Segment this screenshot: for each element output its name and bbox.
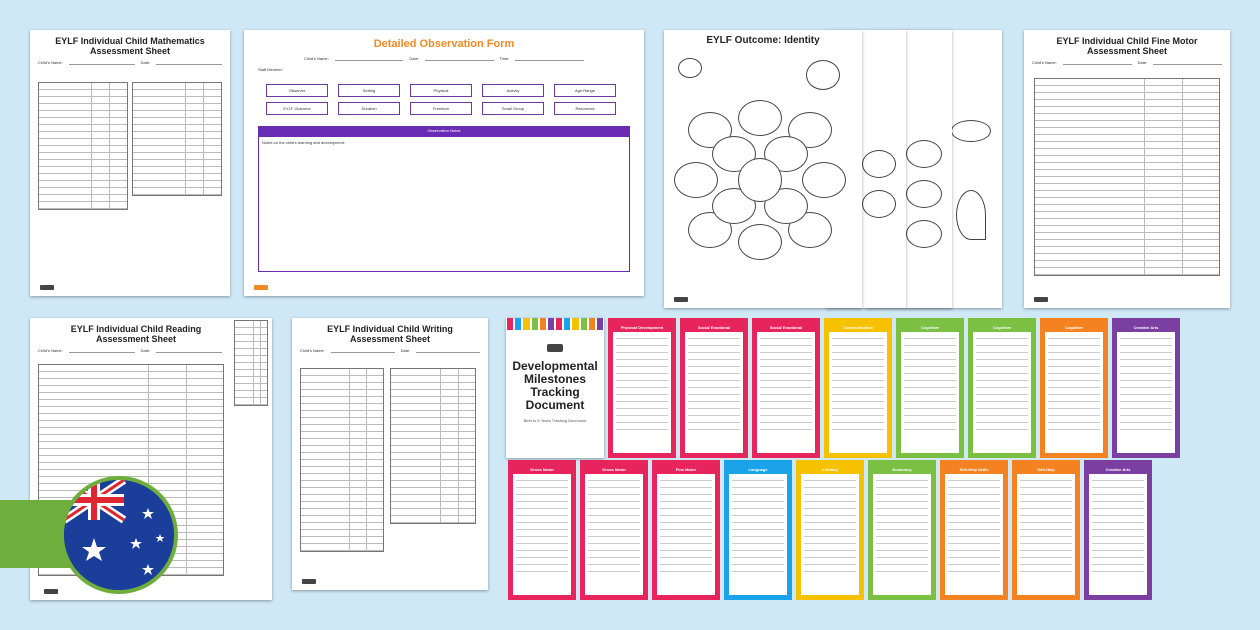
tracking-subtitle: Birth to 5 Years Tracking Document <box>523 418 587 423</box>
observation-tag: Physical <box>410 84 472 97</box>
grid-row <box>301 481 383 488</box>
grid-row <box>1035 149 1219 156</box>
milestone-card-header: Gross Motor <box>585 465 643 474</box>
milestone-card <box>796 460 864 600</box>
petal-shape <box>738 100 782 136</box>
stripe <box>564 318 570 330</box>
observation-tag: EYLF Outcome <box>266 102 328 115</box>
grid-row <box>39 83 127 90</box>
stripe <box>589 318 595 330</box>
assessment-grid-right <box>132 82 222 196</box>
grid-row <box>39 111 127 118</box>
grid-row <box>1035 114 1219 121</box>
grid-row <box>391 481 475 488</box>
observation-tag: Age Range <box>554 84 616 97</box>
grid-row <box>301 418 383 425</box>
milestone-card-header: Fine Motor <box>657 465 715 474</box>
brand-logo-icon <box>40 285 54 290</box>
stripe <box>572 318 578 330</box>
milestone-card <box>1012 460 1080 600</box>
grid-row <box>39 146 127 153</box>
brand-logo-icon <box>254 285 268 290</box>
milestone-card <box>896 318 964 458</box>
assessment-grid-right <box>390 368 476 524</box>
milestone-card-header: Creative Arts <box>1089 465 1147 474</box>
milestone-card <box>680 318 748 458</box>
grid-row <box>1035 184 1219 191</box>
grid-row <box>133 167 221 174</box>
milestone-card-header: Social Emotional <box>685 323 743 332</box>
grid-row <box>301 502 383 509</box>
stripe <box>523 318 529 330</box>
grid-row <box>301 544 383 551</box>
grid-row <box>301 390 383 397</box>
grid-row <box>133 125 221 132</box>
sheet-title: Detailed Observation Form <box>373 38 515 50</box>
stripe <box>556 318 562 330</box>
milestone-card <box>824 318 892 458</box>
field-label: Child's Name: <box>300 348 325 353</box>
grid-row <box>391 439 475 446</box>
grid-row <box>1035 163 1219 170</box>
bee-icon <box>678 58 702 78</box>
field-row <box>244 50 644 67</box>
grid-row <box>39 97 127 104</box>
grid-row <box>39 400 223 407</box>
grid-row <box>133 132 221 139</box>
milestone-card <box>580 460 648 600</box>
milestone-card <box>752 318 820 458</box>
milestone-card-header: Self-Help Skills <box>945 465 1003 474</box>
assessment-grid-left <box>38 82 128 210</box>
grid-row <box>39 188 127 195</box>
grid-row <box>39 470 223 477</box>
milestone-card-header: Numeracy <box>873 465 931 474</box>
grid-row <box>39 139 127 146</box>
assessment-grid-left <box>300 368 384 552</box>
milestone-card-header: Self-Help <box>1017 465 1075 474</box>
tracking-title-card <box>506 318 604 458</box>
sheet-title: EYLF Individual Child Writing Assessment Sheet <box>327 324 453 344</box>
grid-row <box>133 111 221 118</box>
grid-row <box>39 202 127 209</box>
milestone-card-header: Literacy <box>801 465 859 474</box>
milestone-card <box>608 318 676 458</box>
grid-row <box>1035 86 1219 93</box>
grid-row <box>39 167 127 174</box>
brand-logo-icon <box>547 344 563 352</box>
brand-logo-icon <box>1034 297 1048 302</box>
petal-shape <box>906 140 942 168</box>
grid-row <box>39 386 223 393</box>
fine-motor-assessment-sheet <box>1024 30 1230 308</box>
field-label: Staff Member: <box>258 67 284 72</box>
grid-row <box>39 449 223 456</box>
field-row <box>292 344 488 357</box>
stripe <box>532 318 538 330</box>
grid-row <box>391 411 475 418</box>
grid-row <box>391 502 475 509</box>
grid-row <box>301 404 383 411</box>
grid-row <box>1035 261 1219 268</box>
grid-row <box>301 439 383 446</box>
grid-row <box>301 446 383 453</box>
milestone-card <box>1112 318 1180 458</box>
grid-row <box>1035 100 1219 107</box>
grid-row <box>39 174 127 181</box>
grid-row <box>1035 128 1219 135</box>
grid-row <box>39 442 223 449</box>
grid-row <box>235 335 267 342</box>
petal-shape <box>738 224 782 260</box>
grid-row <box>235 391 267 398</box>
grid-row <box>391 383 475 390</box>
grid-row <box>39 125 127 132</box>
grid-row <box>1035 191 1219 198</box>
grid-row <box>301 383 383 390</box>
grid-row <box>301 537 383 544</box>
field-label: Child's Name: <box>38 348 63 353</box>
observation-tag: Freedom <box>410 102 472 115</box>
grid-row <box>301 460 383 467</box>
sheet-title: EYLF Individual Child Mathematics Assessment Sheet <box>55 36 205 56</box>
grid-row <box>39 393 223 400</box>
grid-row <box>133 104 221 111</box>
petal-shape <box>906 180 942 208</box>
sheet-title: EYLF Individual Child Reading Assessment Sheet <box>70 324 202 344</box>
milestone-card-header: Physical Development <box>613 323 671 332</box>
field-label: Child's Name: <box>38 60 63 65</box>
field-label: Time: <box>499 56 510 61</box>
grid-row <box>301 467 383 474</box>
grid-row <box>39 365 223 372</box>
field-label: Child's Name: <box>304 56 329 61</box>
grid-row <box>39 118 127 125</box>
grid-row <box>391 474 475 481</box>
milestone-card <box>940 460 1008 600</box>
petal-shape <box>674 162 718 198</box>
petal-shape <box>802 162 846 198</box>
grid-row <box>235 342 267 349</box>
grid-row <box>301 397 383 404</box>
observation-tag: Activity <box>482 84 544 97</box>
grid-row <box>391 453 475 460</box>
grid-row <box>39 372 223 379</box>
field-row <box>1024 56 1230 69</box>
milestone-card <box>868 460 936 600</box>
grid-row <box>301 425 383 432</box>
observation-tag: Setting <box>338 84 400 97</box>
grid-row <box>1035 268 1219 275</box>
field-label: Date: <box>140 60 151 65</box>
milestone-card <box>508 460 576 600</box>
grid-row <box>301 411 383 418</box>
field-label: Child's Name: <box>1032 60 1057 65</box>
milestone-card-header: Cognitive <box>1045 323 1103 332</box>
field-label: Date: <box>140 348 151 353</box>
field-row <box>244 67 644 72</box>
grid-row <box>1035 254 1219 261</box>
grid-row <box>133 160 221 167</box>
milestone-card-header: Creative Arts <box>1117 323 1175 332</box>
tracking-title: Developmental Milestones Tracking Document <box>512 359 598 412</box>
grid-row <box>1035 240 1219 247</box>
brand-logo-icon <box>44 589 58 594</box>
leaf-shape <box>956 190 986 240</box>
grid-row <box>391 495 475 502</box>
grid-row <box>133 97 221 104</box>
grid-row <box>1035 135 1219 142</box>
grid-row <box>391 432 475 439</box>
grid-row <box>39 104 127 111</box>
grid-row <box>39 90 127 97</box>
grid-row <box>1035 107 1219 114</box>
grid-row <box>391 397 475 404</box>
grid-row <box>39 181 127 188</box>
grid-row <box>39 463 223 470</box>
milestone-card <box>1040 318 1108 458</box>
observation-form-sheet <box>244 30 644 296</box>
milestone-card-header: Communication <box>829 323 887 332</box>
milestone-card <box>724 460 792 600</box>
observation-tag: Resources <box>554 102 616 115</box>
grid-row <box>1035 198 1219 205</box>
milestone-card-header: Cognitive <box>973 323 1031 332</box>
grid-row <box>1035 205 1219 212</box>
flower-centre <box>738 158 782 202</box>
petal-shape <box>906 220 942 248</box>
stripe <box>507 318 513 330</box>
grid-row <box>1035 212 1219 219</box>
grid-row <box>391 418 475 425</box>
observation-bar: Observation Notes <box>258 126 630 136</box>
grid-row <box>1035 121 1219 128</box>
grid-row <box>39 435 223 442</box>
milestone-card <box>1084 460 1152 600</box>
grid-row <box>235 363 267 370</box>
brand-logo-icon <box>674 297 688 302</box>
field-label: Date: <box>409 56 419 61</box>
grid-row <box>1035 219 1219 226</box>
sheet-title: EYLF Outcome: Identity <box>706 35 820 46</box>
observation-tag: Small Group <box>482 102 544 115</box>
grid-row <box>391 467 475 474</box>
grid-row <box>133 181 221 188</box>
grid-row <box>301 530 383 537</box>
grid-row <box>235 377 267 384</box>
leaf-shape <box>951 120 991 142</box>
petal-shape <box>862 190 896 218</box>
grid-row <box>391 425 475 432</box>
grid-row <box>133 83 221 90</box>
observation-notes-box <box>258 136 630 272</box>
grid-row <box>235 328 267 335</box>
grid-row <box>39 421 223 428</box>
grid-row <box>301 453 383 460</box>
grid-row <box>133 146 221 153</box>
observation-tag: Observer <box>266 84 328 97</box>
grid-row <box>391 516 475 523</box>
australian-flag-icon <box>60 476 178 594</box>
identity-outcome-sheet <box>664 30 862 308</box>
milestone-card-header: Social Emotional <box>757 323 815 332</box>
sheet-title: EYLF Individual Child Fine Motor Assessment Sheet <box>1056 36 1198 56</box>
grid-row <box>391 509 475 516</box>
grid-row <box>301 523 383 530</box>
stripe <box>581 318 587 330</box>
field-row <box>30 56 230 69</box>
color-stripes <box>506 318 604 330</box>
milestone-card <box>968 318 1036 458</box>
grid-row <box>1035 247 1219 254</box>
grid-row <box>235 398 267 405</box>
grid-row <box>1035 177 1219 184</box>
grid-row <box>235 321 267 328</box>
field-row <box>30 344 230 357</box>
grid-row <box>235 349 267 356</box>
grid-row <box>391 460 475 467</box>
grid-row <box>39 428 223 435</box>
writing-assessment-sheet <box>292 318 488 590</box>
stripe <box>515 318 521 330</box>
grid-row <box>235 370 267 377</box>
grid-row <box>39 379 223 386</box>
grid-row <box>301 488 383 495</box>
grid-row <box>391 488 475 495</box>
grid-row <box>301 376 383 383</box>
grid-row <box>1035 170 1219 177</box>
grid-row <box>391 404 475 411</box>
bee-icon <box>806 60 840 90</box>
grid-row <box>133 118 221 125</box>
milestone-card-header: Gross Motor <box>513 465 571 474</box>
grid-row <box>301 432 383 439</box>
field-label: Date: <box>1137 60 1148 65</box>
grid-row <box>39 153 127 160</box>
grid-row <box>133 174 221 181</box>
flag-graphic <box>64 480 174 590</box>
assessment-side-grid <box>234 320 268 406</box>
grid-row <box>133 90 221 97</box>
grid-row <box>39 414 223 421</box>
grid-row <box>1035 93 1219 100</box>
grid-row <box>39 195 127 202</box>
maths-assessment-sheet <box>30 30 230 296</box>
grid-row <box>391 369 475 376</box>
grid-row <box>39 132 127 139</box>
grid-row <box>39 407 223 414</box>
grid-row <box>1035 156 1219 163</box>
stripe <box>597 318 603 330</box>
field-label: Date: <box>400 348 411 353</box>
grid-row <box>1035 79 1219 86</box>
brand-logo-icon <box>302 579 316 584</box>
stripe <box>540 318 546 330</box>
petal-shape <box>862 150 896 178</box>
milestone-card-header: Language <box>729 465 787 474</box>
stripe <box>548 318 554 330</box>
grid-row <box>301 474 383 481</box>
milestone-card <box>652 460 720 600</box>
grid-row <box>1035 226 1219 233</box>
grid-row <box>301 509 383 516</box>
grid-row <box>39 456 223 463</box>
grid-row <box>1035 142 1219 149</box>
grid-row <box>133 139 221 146</box>
grid-row <box>133 188 221 195</box>
grid-row <box>39 160 127 167</box>
grid-row <box>301 516 383 523</box>
grid-row <box>301 495 383 502</box>
grid-row <box>133 153 221 160</box>
grid-row <box>235 356 267 363</box>
grid-row <box>301 369 383 376</box>
grid-row <box>235 384 267 391</box>
observation-notes-text: Notes on the child's learning and development: <box>262 140 346 145</box>
observation-tag: Duration <box>338 102 400 115</box>
grid-row <box>391 446 475 453</box>
grid-row <box>391 376 475 383</box>
grid-row <box>1035 233 1219 240</box>
assessment-grid <box>1034 78 1220 276</box>
milestone-card-header: Cognitive <box>901 323 959 332</box>
grid-row <box>391 390 475 397</box>
